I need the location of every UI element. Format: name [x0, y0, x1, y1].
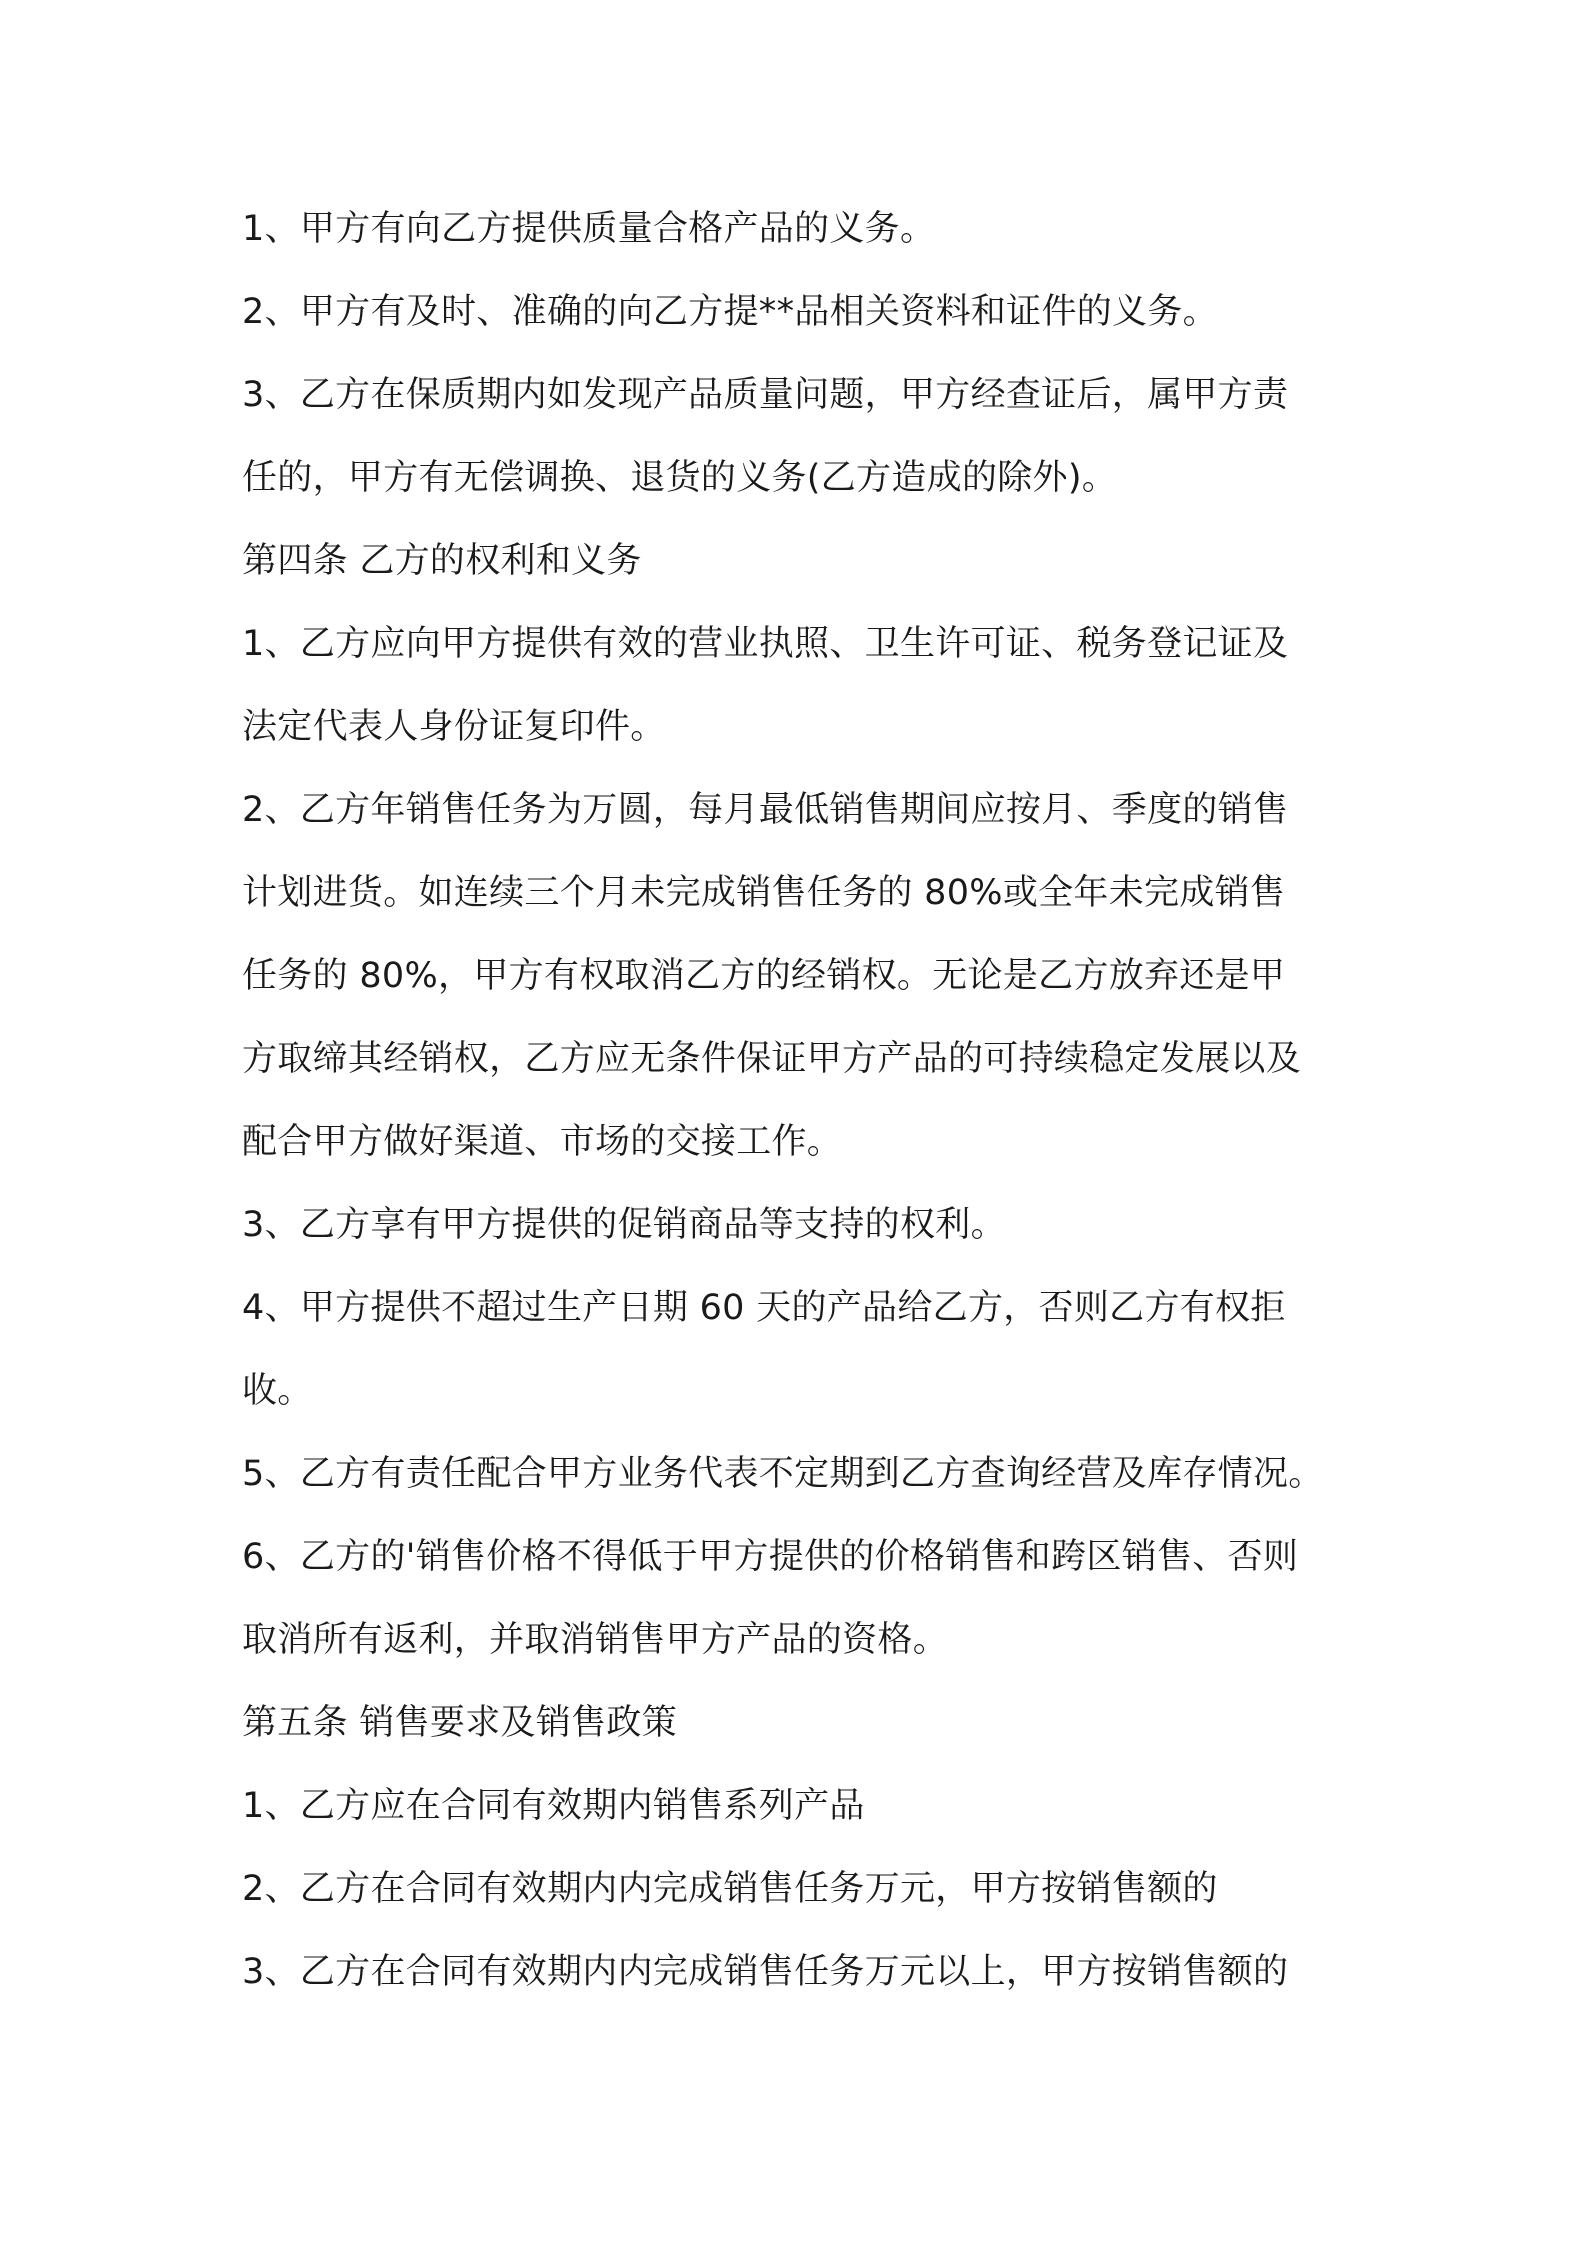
text-line-14: 4、甲方提供不超过生产日期 60 天的产品给乙方，否则乙方有权拒 — [242, 1288, 1286, 1328]
text-line-2: 2、甲方有及时、准确的向乙方提**品相关资料和证件的义务。 — [242, 292, 1218, 332]
text-line-20: 1、乙方应在合同有效期内销售系列产品 — [242, 1786, 865, 1826]
text-line-7: 法定代表人身份证复印件。 — [242, 707, 666, 747]
text-line-9: 计划进货。如连续三个月未完成销售任务的 80%或全年未完成销售 — [242, 873, 1286, 913]
text-line-10: 任务的 80%，甲方有权取消乙方的经销权。无论是乙方放弃还是甲 — [242, 956, 1286, 996]
text-line-21: 2、乙方在合同有效期内内完成销售任务万元，甲方按销售额的 — [242, 1869, 1218, 1909]
text-line-1: 1、甲方有向乙方提供质量合格产品的义务。 — [242, 209, 936, 249]
text-line-15: 收。 — [242, 1371, 313, 1411]
text-line-18: 取消所有返利，并取消销售甲方产品的资格。 — [242, 1620, 949, 1660]
text-line-12: 配合甲方做好渠道、市场的交接工作。 — [242, 1122, 843, 1162]
document-body — [242, 202, 1372, 2028]
section-heading-article-5: 第五条 销售要求及销售政策 — [242, 1703, 678, 1743]
text-line-3: 3、乙方在保质期内如发现产品质量问题，甲方经查证后，属甲方责 — [242, 375, 1289, 415]
text-line-13: 3、乙方享有甲方提供的促销商品等支持的权利。 — [242, 1205, 1006, 1245]
text-line-6: 1、乙方应向甲方提供有效的营业执照、卫生许可证、税务登记证及 — [242, 624, 1289, 664]
text-line-8: 2、乙方年销售任务为万圆，每月最低销售期间应按月、季度的销售 — [242, 790, 1289, 830]
text-line-4: 任的，甲方有无偿调换、退货的义务(乙方造成的除外)。 — [242, 458, 1118, 498]
text-line-22: 3、乙方在合同有效期内内完成销售任务万元以上，甲方按销售额的 — [242, 1952, 1289, 1992]
section-heading-article-4: 第四条 乙方的权利和义务 — [242, 541, 642, 581]
text-line-11: 方取缔其经销权，乙方应无条件保证甲方产品的可持续稳定发展以及 — [242, 1039, 1302, 1079]
text-line-17: 6、乙方的'销售价格不得低于甲方提供的价格销售和跨区销售、否则 — [242, 1537, 1299, 1577]
text-line-16: 5、乙方有责任配合甲方业务代表不定期到乙方查询经营及库存情况。 — [242, 1454, 1324, 1494]
